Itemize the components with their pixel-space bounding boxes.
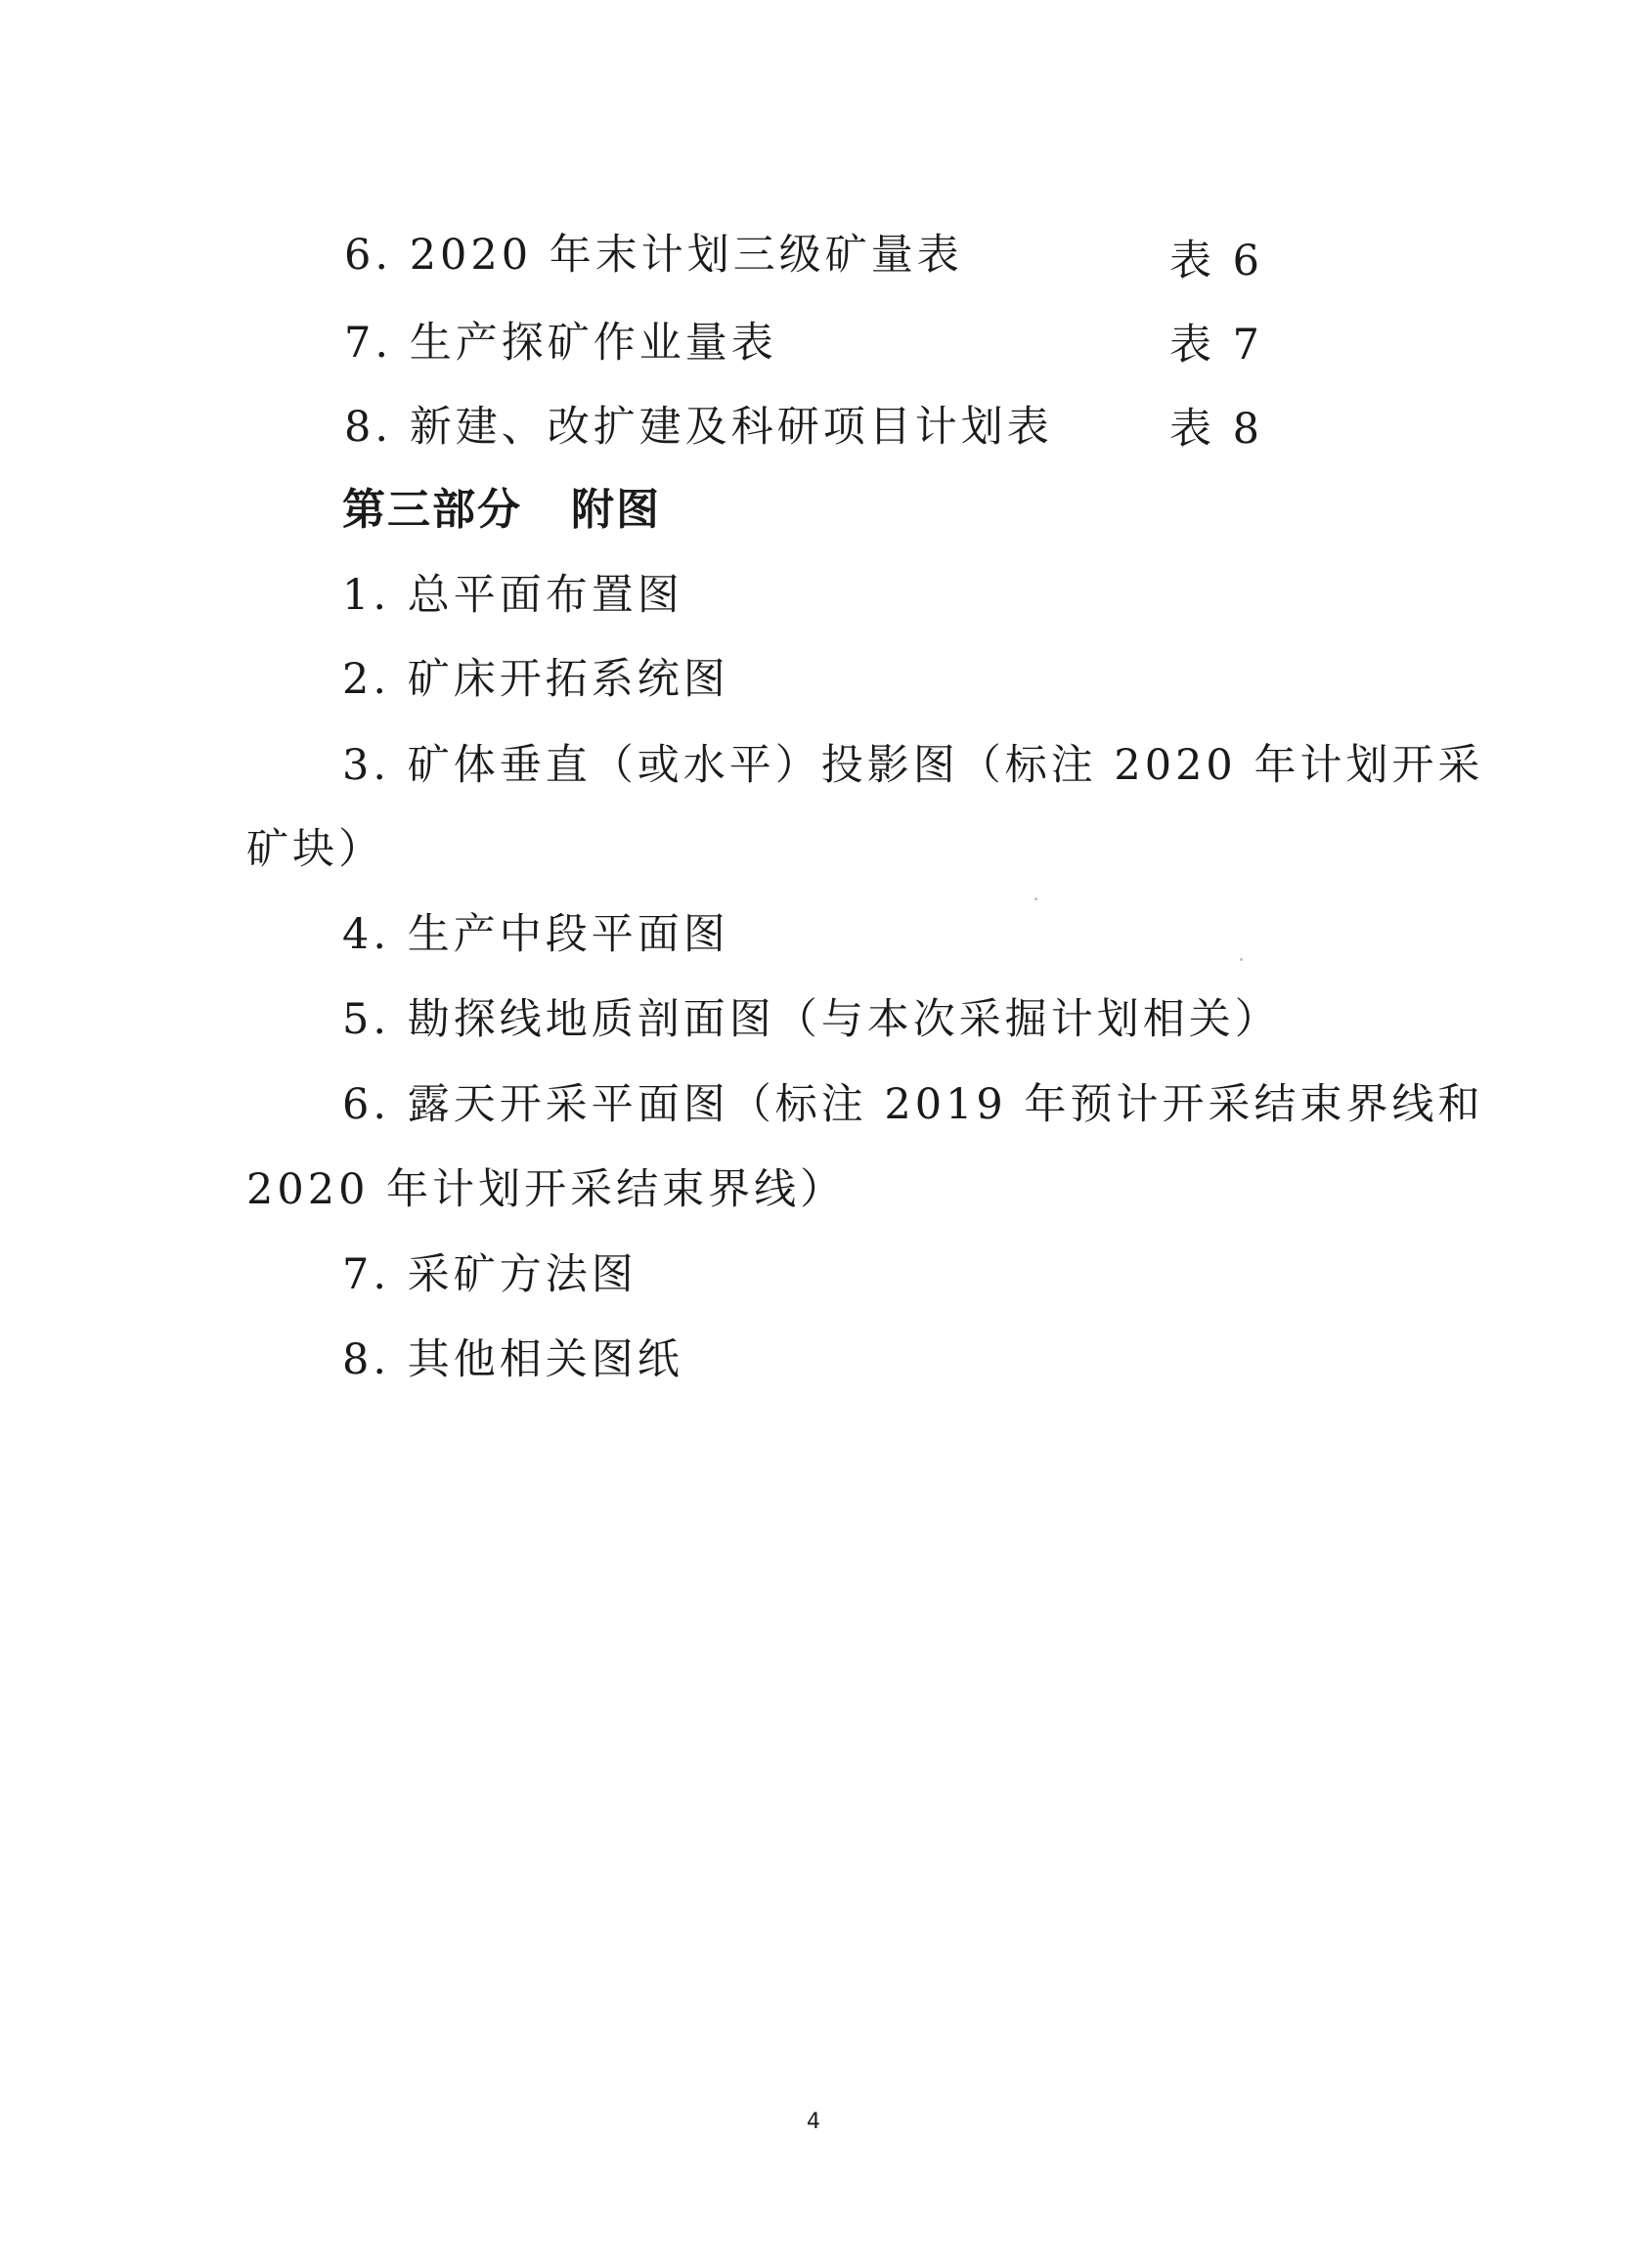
scan-speck bbox=[1240, 958, 1243, 961]
section-heading-part: 第三部分 bbox=[342, 485, 522, 535]
figure-item-1: 1. 总平面布置图 bbox=[342, 571, 683, 620]
table-ref-6: 表 6 bbox=[1169, 237, 1264, 285]
figure-item-3-continuation: 矿块） bbox=[246, 825, 384, 874]
figure-item-6: 6. 露天开采平面图（标注 2019 年预计开采结束界线和 bbox=[342, 1080, 1484, 1129]
figure-item-8: 8. 其他相关图纸 bbox=[342, 1335, 683, 1384]
figure-item-2: 2. 矿床开拓系统图 bbox=[342, 655, 729, 704]
figure-item-6-continuation: 2020 年计划开采结束界线） bbox=[246, 1165, 847, 1214]
figure-item-7: 7. 采矿方法图 bbox=[342, 1250, 638, 1299]
figure-item-3: 3. 矿体垂直（或水平）投影图（标注 2020 年计划开采 bbox=[342, 741, 1484, 790]
table-list-item-7: 7. 生产探矿作业量表 bbox=[344, 319, 777, 368]
section-heading-title: 附图 bbox=[571, 485, 661, 535]
section-heading bbox=[342, 485, 661, 535]
table-ref-8: 表 8 bbox=[1169, 405, 1264, 454]
scan-speck bbox=[1034, 897, 1037, 900]
page-number: 4 bbox=[807, 2110, 820, 2134]
table-list-item-8: 8. 新建、改扩建及科研项目计划表 bbox=[344, 403, 1053, 452]
figure-item-4: 4. 生产中段平面图 bbox=[342, 910, 729, 959]
figure-item-5: 5. 勘探线地质剖面图（与本次采掘计划相关） bbox=[342, 995, 1281, 1044]
table-ref-7: 表 7 bbox=[1169, 321, 1264, 370]
table-list-item-6: 6. 2020 年末计划三级矿量表 bbox=[344, 231, 963, 280]
